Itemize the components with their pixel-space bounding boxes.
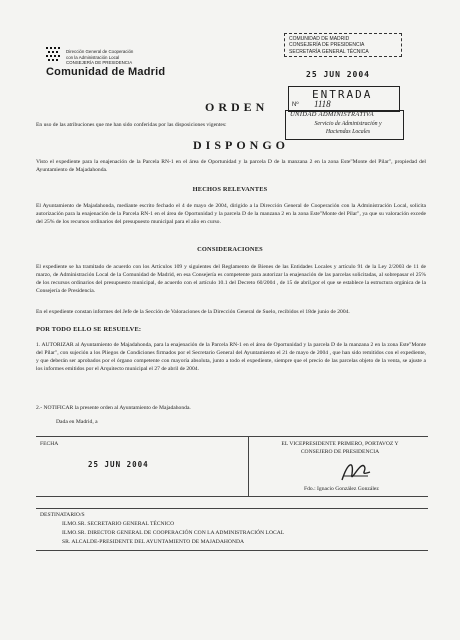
org-name: Dirección General de Cooperación con la Administración Local CONSEJERÍA DE PRESIDENCIA — [66, 49, 134, 66]
table-top-line — [36, 436, 428, 437]
destinatario-item: ILMO.SR. DIRECTOR GENERAL DE COOPERACIÓN CON LA ADMINISTRACIÓN LOCAL — [62, 530, 285, 536]
hechos-title: HECHOS RELEVANTES — [192, 186, 268, 193]
autorizar-paragraph: 1. AUTORIZAR al Ayuntamiento de Majadahonda, para la enajenación de la Parcela RN-1 en el área de Oportunidad y la parcela D de la manzana 2 en la zona Este"Monte del Pilar", con sujeción a los Pliegos de Condiciones firmados por el Secretario General del Ayuntamiento el 21 de mayo de 2004 , que han sido remitidos con el expediente, y que deberán ser aprobados por el órgano competente con mayoría absoluta, junto a todo el expediente, siempre que el precio de las parcelas objeto de la venta, se ajuste a los informes emitidos por el Arquitecto municipal el 27 de abril de 2004. — [36, 342, 426, 373]
handwritten-signature-icon — [338, 456, 374, 486]
brand-name: Comunidad de Madrid — [46, 66, 166, 78]
destinatario-item: ILMO.SR. SECRETARIO GENERAL TÉCNICO — [62, 521, 175, 527]
signer-name: Fdo.: Ignacio González González — [304, 486, 379, 492]
consideraciones-paragraph-2: En el expediente constan informes del Jefe de la Sección de Valoraciones de la Dirección General de Suelo, recibidos el 18de junio de 2004. — [36, 309, 350, 315]
consideraciones-paragraph-1: El expediente se ha tramitado de acuerdo con los Artículos 109 y siguientes del Reglamento de Bienes de las Entidades Locales y artículo 91 de la Ley 2/2003 de 11 de marzo, de Administración Local de la Comunidad de Madrid, en esa Consejería es competente para autorizar la enajenación de las parcelas solicitadas, al sobrepasar el 25% de los recursos ordinarios del presupuesto municipal, de acuerdo con el artículo 10.1 del Decreto 60/2004 , de 15 de abril,por el que se establece la estructura orgánica de la Consejería de Presidencia. — [36, 264, 426, 295]
servicio-label: Servicio de Administración y Haciendas Locales — [314, 121, 382, 135]
visto-paragraph: Visto el expediente para la enajenación de la Parcela RN-1 en el área de Oportunidad y la parcela D de la manzana 2 en la zona Este"Monte del Pilar", propiedad del Ayuntamiento de Majadahonda. — [36, 159, 426, 174]
hechos-paragraph: El Ayuntamiento de Majadahonda, mediante escrito fechado el 4 de mayo de 2004, dirigido a la Dirección General de Cooperación con la Administración Local, solicita autorización para la enajenación de la Parcela RN-1 en el área de Oportunidad y la parcela D de la manzana 2 en la zona Este"Monte del Pilar", ya que su valoración excede del 25% de los recursos ordinarios del presupuesto municipal para el año en curso. — [36, 203, 426, 226]
dest-bottom-line — [36, 550, 428, 551]
resuelve-heading: POR TODO ELLO SE RESUELVE: — [36, 326, 142, 333]
registry-stamp: COMUNIDAD DE MADRID CONSEJERÍA DE PRESIDENCIA SECRETARÍA GENERAL TÉCNICA — [284, 33, 402, 57]
comunidad-madrid-logo-icon — [46, 47, 60, 61]
intro-text: En uso de las atribuciones que me han sido conferidas por las disposiciones vigentes: — [36, 122, 227, 128]
dispongo-title: DISPONGO — [193, 138, 290, 152]
table-bottom-line — [36, 496, 428, 497]
consideraciones-title: CONSIDERACIONES — [197, 246, 263, 253]
stamp-date: 25 JUN 2004 — [306, 70, 370, 79]
fecha-label: FECHA — [40, 441, 59, 447]
table-divider — [248, 436, 249, 496]
entry-number-label: Nº — [292, 102, 299, 108]
destinatario-item: SR. ALCALDE-PRESIDENTE DEL AYUNTAMIENTO DE MAJADAHONDA — [62, 539, 245, 545]
entrada-label: ENTRADA — [312, 88, 373, 101]
fecha-stamp-date: 25 JUN 2004 — [88, 460, 149, 469]
notificar-paragraph: 2.- NOTIFICAR la presente orden al Ayuntamiento de Majadahonda. — [36, 405, 191, 411]
unidad-label: UNIDAD ADMINISTRATIVA — [290, 111, 375, 118]
dest-top-line — [36, 508, 428, 509]
dada-text: Dada en Madrid, a — [56, 419, 98, 425]
signer-title: EL VICEPRESIDENTE PRIMERO, PORTAVOZ Y CONSEJERO DE PRESIDENCIA — [281, 441, 399, 456]
destinatarios-label: DESTINATARIO/S — [40, 512, 85, 518]
document-title: ORDEN — [205, 100, 269, 114]
entry-number-value: 1118 — [314, 99, 331, 109]
